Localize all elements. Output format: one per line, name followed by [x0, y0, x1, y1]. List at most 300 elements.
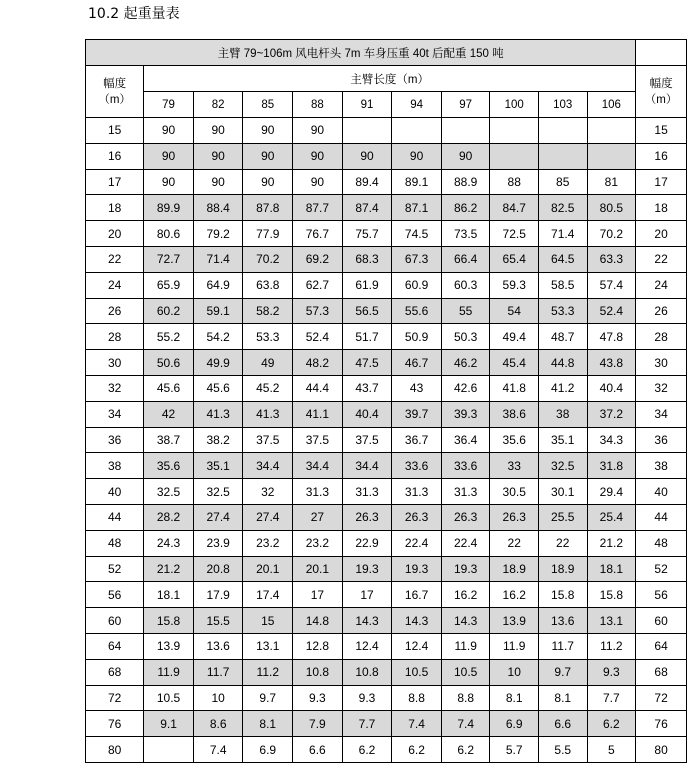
capacity-cell: 38.6: [490, 401, 539, 427]
amplitude-header-line2: （m）: [98, 93, 131, 106]
capacity-cell: 38.7: [144, 427, 194, 453]
capacity-cell: 50.6: [144, 350, 194, 376]
capacity-cell: 39.3: [441, 401, 490, 427]
capacity-cell: 88: [490, 169, 539, 195]
boom-length-88: 88: [293, 92, 343, 118]
capacity-cell: 59.1: [193, 298, 243, 324]
capacity-cell: 90: [243, 143, 293, 169]
capacity-cell: 90: [342, 143, 392, 169]
table-row: [86, 711, 687, 737]
capacity-cell: 16.7: [392, 582, 442, 608]
table-row: [86, 375, 687, 401]
table-row: [86, 350, 687, 376]
amplitude-cell-left: 60: [86, 608, 144, 634]
boom-length-82: 82: [193, 92, 243, 118]
boom-length-106: 106: [587, 92, 636, 118]
capacity-cell: 58.2: [243, 298, 293, 324]
capacity-cell: 5.5: [538, 737, 587, 763]
capacity-cell: 60.2: [144, 298, 194, 324]
capacity-cell: 9.3: [587, 659, 636, 685]
capacity-cell: 45.6: [144, 375, 194, 401]
amplitude-cell-left: 76: [86, 711, 144, 737]
amplitude-cell-left: 64: [86, 633, 144, 659]
table-row: [86, 582, 687, 608]
boom-length-103: 103: [538, 92, 587, 118]
capacity-cell: 22: [538, 530, 587, 556]
capacity-cell: 10.5: [392, 659, 442, 685]
capacity-cell: 15: [243, 608, 293, 634]
capacity-cell: 90: [293, 143, 343, 169]
capacity-cell: 6.2: [441, 737, 490, 763]
capacity-cell: 6.2: [392, 737, 442, 763]
capacity-cell: 32.5: [144, 479, 194, 505]
capacity-cell: 17.9: [193, 582, 243, 608]
capacity-cell: 90: [441, 143, 490, 169]
capacity-cell: 31.3: [293, 479, 343, 505]
amplitude-cell-right: 80: [636, 737, 687, 763]
capacity-cell: 14.3: [441, 608, 490, 634]
capacity-cell: 42: [144, 401, 194, 427]
capacity-cell: 8.1: [243, 711, 293, 737]
capacity-cell: 11.2: [587, 633, 636, 659]
table-row: [86, 479, 687, 505]
capacity-cell: 43: [392, 375, 442, 401]
capacity-cell: 34.3: [587, 427, 636, 453]
capacity-cell: 89.9: [144, 195, 194, 221]
capacity-cell: 9.7: [243, 685, 293, 711]
capacity-cell: 31.3: [392, 479, 442, 505]
capacity-cell: 7.4: [392, 711, 442, 737]
capacity-cell: 56.5: [342, 298, 392, 324]
capacity-cell: 25.4: [587, 504, 636, 530]
capacity-cell: 19.3: [392, 556, 442, 582]
table-row: [86, 659, 687, 685]
header-row-1: [86, 66, 687, 92]
amplitude-header-line1: 幅度: [103, 77, 127, 90]
amplitude-cell-right: 60: [636, 608, 687, 634]
capacity-cell: 8.6: [193, 711, 243, 737]
capacity-cell: 8.1: [538, 685, 587, 711]
capacity-cell: 75.7: [342, 221, 392, 247]
capacity-cell: 6.6: [538, 711, 587, 737]
capacity-cell: 6.2: [342, 737, 392, 763]
capacity-cell: 38: [538, 401, 587, 427]
capacity-cell: 19.3: [342, 556, 392, 582]
amplitude-cell-left: 20: [86, 221, 144, 247]
capacity-cell: 23.2: [243, 530, 293, 556]
amplitude-cell-left: 40: [86, 479, 144, 505]
capacity-cell: 22: [490, 530, 539, 556]
capacity-cell: 85: [538, 169, 587, 195]
capacity-cell: 89.4: [342, 169, 392, 195]
capacity-cell: 90: [144, 118, 194, 144]
capacity-cell: [490, 118, 539, 144]
capacity-cell: 7.4: [193, 737, 243, 763]
amplitude-cell-left: 34: [86, 401, 144, 427]
capacity-cell: 54: [490, 298, 539, 324]
capacity-cell: 55.6: [392, 298, 442, 324]
capacity-cell: 36.7: [392, 427, 442, 453]
capacity-cell: 33: [490, 453, 539, 479]
capacity-cell: 59.3: [490, 272, 539, 298]
capacity-cell: 88.9: [441, 169, 490, 195]
table-row: [86, 298, 687, 324]
capacity-cell: 9.3: [293, 685, 343, 711]
capacity-cell: 12.4: [342, 633, 392, 659]
amplitude-cell-right: 17: [636, 169, 687, 195]
capacity-cell: 71.4: [538, 221, 587, 247]
capacity-cell: 12.8: [293, 633, 343, 659]
table-row: [86, 556, 687, 582]
capacity-cell: 10: [490, 659, 539, 685]
capacity-cell: 37.5: [243, 427, 293, 453]
capacity-cell: 6.2: [587, 711, 636, 737]
capacity-cell: 90: [193, 118, 243, 144]
capacity-cell: 52.4: [587, 298, 636, 324]
capacity-cell: 49.9: [193, 350, 243, 376]
capacity-cell: 55: [441, 298, 490, 324]
capacity-cell: [587, 143, 636, 169]
boom-length-85: 85: [243, 92, 293, 118]
capacity-cell: 13.1: [587, 608, 636, 634]
table-row: [86, 118, 687, 144]
capacity-cell: 87.4: [342, 195, 392, 221]
amplitude-header-left: [86, 66, 144, 118]
capacity-cell: 8.8: [441, 685, 490, 711]
capacity-cell: 50.3: [441, 324, 490, 350]
capacity-cell: 74.5: [392, 221, 442, 247]
amplitude-cell-right: 44: [636, 504, 687, 530]
table-row: [86, 169, 687, 195]
capacity-cell: 64.5: [538, 246, 587, 272]
amplitude-cell-right: 15: [636, 118, 687, 144]
capacity-cell: 43.8: [587, 350, 636, 376]
table-row: [86, 401, 687, 427]
capacity-cell: 20.8: [193, 556, 243, 582]
amplitude-cell-right: 30: [636, 350, 687, 376]
capacity-cell: 32: [243, 479, 293, 505]
capacity-cell: 90: [193, 169, 243, 195]
table-body: [86, 118, 687, 763]
capacity-cell: 5.7: [490, 737, 539, 763]
capacity-cell: 37.5: [342, 427, 392, 453]
capacity-cell: 11.9: [441, 633, 490, 659]
amplitude-cell-right: 16: [636, 143, 687, 169]
capacity-cell: 7.7: [587, 685, 636, 711]
capacity-cell: 28.2: [144, 504, 194, 530]
amplitude-cell-right: 40: [636, 479, 687, 505]
capacity-cell: 40.4: [342, 401, 392, 427]
capacity-cell: 8.1: [490, 685, 539, 711]
capacity-cell: 6.9: [490, 711, 539, 737]
boom-length-row: [86, 92, 687, 118]
amplitude-cell-left: 17: [86, 169, 144, 195]
capacity-cell: 24.3: [144, 530, 194, 556]
capacity-cell: 44.4: [293, 375, 343, 401]
capacity-cell: 14.3: [342, 608, 392, 634]
capacity-cell: 35.1: [538, 427, 587, 453]
amplitude-cell-left: 36: [86, 427, 144, 453]
capacity-cell: [144, 737, 194, 763]
amplitude-cell-left: 24: [86, 272, 144, 298]
boom-length-97: 97: [441, 92, 490, 118]
capacity-cell: 41.3: [243, 401, 293, 427]
amplitude-cell-right: 20: [636, 221, 687, 247]
capacity-cell: 60.9: [392, 272, 442, 298]
capacity-cell: 43.7: [342, 375, 392, 401]
capacity-cell: 67.3: [392, 246, 442, 272]
capacity-cell: 57.3: [293, 298, 343, 324]
amplitude-cell-right: 48: [636, 530, 687, 556]
capacity-cell: 12.4: [392, 633, 442, 659]
amplitude-cell-left: 32: [86, 375, 144, 401]
capacity-cell: 80.5: [587, 195, 636, 221]
capacity-cell: 30.1: [538, 479, 587, 505]
boom-length-91: 91: [342, 92, 392, 118]
capacity-cell: 13.6: [193, 633, 243, 659]
amplitude-cell-left: 48: [86, 530, 144, 556]
boom-length-header: 主臂长度（m）: [144, 66, 636, 92]
capacity-cell: 26.3: [441, 504, 490, 530]
boom-length-94: 94: [392, 92, 442, 118]
capacity-cell: 23.9: [193, 530, 243, 556]
capacity-cell: 45.4: [490, 350, 539, 376]
capacity-cell: 82.5: [538, 195, 587, 221]
table-row: [86, 272, 687, 298]
capacity-cell: 13.9: [144, 633, 194, 659]
capacity-cell: 51.7: [342, 324, 392, 350]
amplitude-cell-right: 22: [636, 246, 687, 272]
table-row: [86, 221, 687, 247]
capacity-cell: 62.7: [293, 272, 343, 298]
capacity-cell: 81: [587, 169, 636, 195]
table-row: [86, 737, 687, 763]
capacity-cell: 17: [342, 582, 392, 608]
capacity-cell: 49: [243, 350, 293, 376]
capacity-cell: 90: [243, 169, 293, 195]
capacity-cell: 14.3: [392, 608, 442, 634]
table-row: [86, 246, 687, 272]
capacity-cell: 23.2: [293, 530, 343, 556]
amplitude-cell-left: 68: [86, 659, 144, 685]
capacity-cell: 27.4: [243, 504, 293, 530]
capacity-cell: 40.4: [587, 375, 636, 401]
capacity-cell: 26.3: [392, 504, 442, 530]
capacity-cell: 35.6: [490, 427, 539, 453]
capacity-cell: 16.2: [441, 582, 490, 608]
capacity-cell: 65.4: [490, 246, 539, 272]
capacity-cell: 34.4: [342, 453, 392, 479]
capacity-cell: 61.9: [342, 272, 392, 298]
amplitude-cell-right: 24: [636, 272, 687, 298]
amplitude-cell-right: 18: [636, 195, 687, 221]
capacity-cell: 22.4: [441, 530, 490, 556]
capacity-cell: 72.5: [490, 221, 539, 247]
capacity-cell: 72.7: [144, 246, 194, 272]
capacity-cell: 10.5: [441, 659, 490, 685]
capacity-cell: 70.2: [243, 246, 293, 272]
capacity-cell: 18.9: [490, 556, 539, 582]
capacity-cell: 6.6: [293, 737, 343, 763]
capacity-cell: 27.4: [193, 504, 243, 530]
capacity-cell: 11.2: [243, 659, 293, 685]
capacity-cell: [392, 118, 442, 144]
capacity-cell: 10.5: [144, 685, 194, 711]
capacity-cell: 63.8: [243, 272, 293, 298]
capacity-cell: 13.9: [490, 608, 539, 634]
capacity-cell: 7.4: [441, 711, 490, 737]
capacity-cell: 42.6: [441, 375, 490, 401]
table-row: [86, 427, 687, 453]
amplitude-header-line2: （m）: [644, 93, 678, 106]
load-chart-table: [85, 39, 687, 763]
capacity-cell: 66.4: [441, 246, 490, 272]
capacity-cell: 15.8: [538, 582, 587, 608]
capacity-cell: 7.9: [293, 711, 343, 737]
capacity-cell: 44.8: [538, 350, 587, 376]
table-row: [86, 453, 687, 479]
capacity-cell: 22.4: [392, 530, 442, 556]
amplitude-cell-left: 38: [86, 453, 144, 479]
capacity-cell: 33.6: [392, 453, 442, 479]
capacity-cell: 55.2: [144, 324, 194, 350]
capacity-cell: 14.8: [293, 608, 343, 634]
capacity-cell: 80.6: [144, 221, 194, 247]
capacity-cell: 18.1: [587, 556, 636, 582]
amplitude-cell-right: 64: [636, 633, 687, 659]
capacity-cell: 11.7: [538, 633, 587, 659]
table-row: [86, 195, 687, 221]
capacity-cell: 18.1: [144, 582, 194, 608]
capacity-cell: 57.4: [587, 272, 636, 298]
config-cell: 主臂 79~106m 风电杆头 7m 车身压重 40t 后配重 150 吨: [86, 40, 636, 66]
capacity-cell: 19.3: [441, 556, 490, 582]
amplitude-cell-right: 72: [636, 685, 687, 711]
capacity-cell: 70.2: [587, 221, 636, 247]
capacity-cell: 10.8: [293, 659, 343, 685]
capacity-cell: 25.5: [538, 504, 587, 530]
capacity-cell: 35.6: [144, 453, 194, 479]
capacity-cell: 64.9: [193, 272, 243, 298]
capacity-cell: [538, 118, 587, 144]
capacity-cell: 88.4: [193, 195, 243, 221]
capacity-cell: 50.9: [392, 324, 442, 350]
capacity-cell: 87.7: [293, 195, 343, 221]
capacity-cell: 90: [243, 118, 293, 144]
table-row: [86, 633, 687, 659]
capacity-cell: 39.7: [392, 401, 442, 427]
capacity-cell: 26.3: [490, 504, 539, 530]
capacity-cell: 37.5: [293, 427, 343, 453]
capacity-cell: 35.1: [193, 453, 243, 479]
amplitude-cell-left: 16: [86, 143, 144, 169]
amplitude-cell-left: 44: [86, 504, 144, 530]
capacity-cell: 87.1: [392, 195, 442, 221]
capacity-cell: 29.4: [587, 479, 636, 505]
table-row: [86, 530, 687, 556]
amplitude-cell-left: 28: [86, 324, 144, 350]
capacity-cell: [342, 118, 392, 144]
capacity-cell: 41.8: [490, 375, 539, 401]
table-row: [86, 504, 687, 530]
capacity-cell: 86.2: [441, 195, 490, 221]
capacity-cell: 49.4: [490, 324, 539, 350]
capacity-cell: 15.8: [144, 608, 194, 634]
capacity-cell: 36.4: [441, 427, 490, 453]
capacity-cell: 10.8: [342, 659, 392, 685]
amplitude-cell-right: 32: [636, 375, 687, 401]
capacity-cell: 45.6: [193, 375, 243, 401]
capacity-cell: 84.7: [490, 195, 539, 221]
capacity-cell: 31.8: [587, 453, 636, 479]
capacity-cell: 9.3: [342, 685, 392, 711]
amplitude-cell-left: 52: [86, 556, 144, 582]
capacity-cell: 48.2: [293, 350, 343, 376]
capacity-cell: 90: [392, 143, 442, 169]
capacity-cell: 87.8: [243, 195, 293, 221]
amplitude-cell-right: 36: [636, 427, 687, 453]
capacity-cell: [587, 118, 636, 144]
capacity-cell: 45.2: [243, 375, 293, 401]
capacity-cell: 21.2: [144, 556, 194, 582]
amplitude-cell-left: 26: [86, 298, 144, 324]
amplitude-cell-left: 56: [86, 582, 144, 608]
capacity-cell: 11.7: [193, 659, 243, 685]
table-row: [86, 143, 687, 169]
capacity-cell: 26.3: [342, 504, 392, 530]
capacity-cell: [490, 143, 539, 169]
capacity-cell: 38.2: [193, 427, 243, 453]
capacity-cell: 47.5: [342, 350, 392, 376]
capacity-cell: 69.2: [293, 246, 343, 272]
amplitude-cell-left: 18: [86, 195, 144, 221]
capacity-cell: 9.1: [144, 711, 194, 737]
capacity-cell: 41.1: [293, 401, 343, 427]
boom-length-100: 100: [490, 92, 539, 118]
capacity-cell: [538, 143, 587, 169]
capacity-cell: 27: [293, 504, 343, 530]
capacity-cell: 53.3: [243, 324, 293, 350]
config-right-blank: [636, 40, 687, 66]
capacity-cell: 10: [193, 685, 243, 711]
capacity-cell: 9.7: [538, 659, 587, 685]
capacity-cell: 46.2: [441, 350, 490, 376]
capacity-cell: 22.9: [342, 530, 392, 556]
capacity-cell: 34.4: [243, 453, 293, 479]
capacity-cell: 20.1: [293, 556, 343, 582]
capacity-cell: 89.1: [392, 169, 442, 195]
capacity-cell: 90: [193, 143, 243, 169]
config-row: [86, 40, 687, 66]
amplitude-cell-left: 22: [86, 246, 144, 272]
amplitude-cell-right: 38: [636, 453, 687, 479]
capacity-cell: 65.9: [144, 272, 194, 298]
capacity-cell: 54.2: [193, 324, 243, 350]
capacity-cell: 48.7: [538, 324, 587, 350]
amplitude-cell-right: 56: [636, 582, 687, 608]
table-row: [86, 685, 687, 711]
amplitude-cell-right: 52: [636, 556, 687, 582]
amplitude-cell-left: 72: [86, 685, 144, 711]
amplitude-cell-left: 30: [86, 350, 144, 376]
capacity-cell: 47.8: [587, 324, 636, 350]
capacity-cell: 21.2: [587, 530, 636, 556]
capacity-cell: 46.7: [392, 350, 442, 376]
capacity-cell: 20.1: [243, 556, 293, 582]
capacity-cell: 58.5: [538, 272, 587, 298]
amplitude-cell-right: 34: [636, 401, 687, 427]
capacity-cell: 8.8: [392, 685, 442, 711]
